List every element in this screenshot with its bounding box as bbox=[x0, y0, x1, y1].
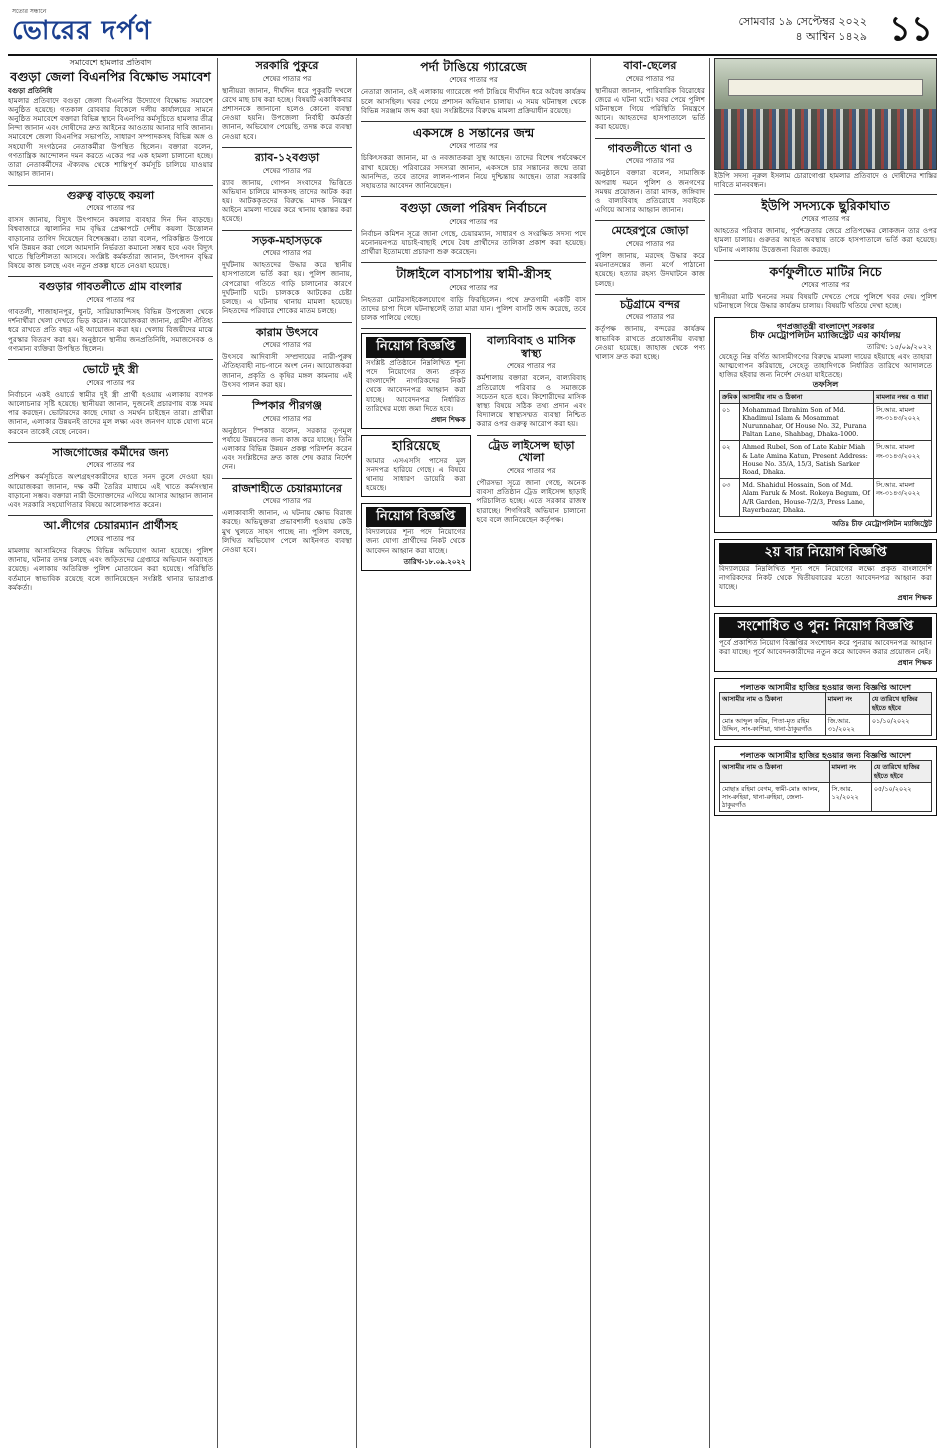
photo-banner bbox=[728, 79, 923, 97]
story-body: অনুষ্ঠানে স্পিকার বলেন, সরকার তৃণমূল পর্যায়ে উন্নয়নের জন্য কাজ করে যাচ্ছে। তিনি এলাকার বিভিন্ন উন্নয়ন প্রকল্প পরিদর্শন করেন এবং সংশ্লিষ্টদের দ্রুত কাজ শেষ করার নির্দেশ দেন। bbox=[222, 425, 352, 472]
job-notice-revised bbox=[714, 613, 937, 672]
page-number: ১১ bbox=[888, 9, 933, 49]
story-sub: শেষের পাতার পর bbox=[262, 341, 312, 350]
story-headline: কারাম উৎসবে bbox=[255, 325, 319, 339]
table-row bbox=[720, 782, 932, 812]
story-sub: শেষের পাতার পর bbox=[625, 157, 675, 166]
story-sub: শেষের পাতার পর bbox=[625, 74, 675, 83]
table-cell: Mohammad Ibrahim Son of Md. Khadimul Islam & Mosammat Nurunnahar, Of House No. 32, Purana Paltan Lane, Shahbag, Dhaka-1000. bbox=[740, 403, 874, 441]
divider bbox=[361, 196, 586, 197]
absconding-notice-1 bbox=[714, 678, 937, 740]
story-sub: শেষের পাতার পর bbox=[86, 378, 135, 387]
story-body: পুলিশ জানায়, মরদেহ উদ্ধার করে ময়নাতদন্তের জন্য মর্গে পাঠানো হয়েছে। হত্যার রহস্য উদঘাটনে কাজ চলছে। bbox=[595, 250, 705, 288]
notice-gov: গণপ্রজাতন্ত্রী বাংলাদেশ সরকার bbox=[776, 320, 875, 331]
table-cell: Md. Shahidul Hossain, Son of Md. Alam Faruk & Most. Rokeya Begum, Of A/R Garden, House-7/2/3, Press Lane, Rayerbazar, Dhaka. bbox=[740, 479, 874, 517]
notice-date: তারিখ: ১৫/০৯/২০২২ bbox=[866, 342, 932, 352]
table-header: যে তারিখে হাজির হইতে হইবে bbox=[871, 761, 931, 782]
column-3 bbox=[361, 58, 586, 1448]
story-sub: শেষের পাতার পর bbox=[507, 362, 556, 371]
ads-left bbox=[361, 333, 471, 577]
story-garage bbox=[361, 60, 586, 115]
story-sub: শেষের পাতার পর bbox=[801, 215, 850, 224]
table-header: ক্রমিক bbox=[720, 390, 740, 403]
table-header: আসামীর নাম ও ঠিকানা bbox=[720, 693, 826, 714]
story-headline: সড়ক-মহাসড়কে bbox=[252, 233, 322, 247]
table-header-row bbox=[720, 761, 932, 782]
story-sub: শেষের পাতার পর bbox=[449, 142, 498, 151]
divider bbox=[361, 262, 586, 263]
story-headline: র‍্যাব-১২বগুড়া bbox=[254, 150, 320, 164]
ad-body: আমার এসএসসি পাসের মূল সনদপত্র হারিয়ে গেছে। এ বিষয়ে থানায় সাধারণ ডায়েরি করা হয়েছে। bbox=[366, 455, 466, 493]
masthead bbox=[8, 6, 937, 56]
table-header: আসামীর নাম ও ঠিকানা bbox=[740, 390, 874, 403]
story-body: পৌরসভা সূত্রে জানা গেছে, অনেক ব্যবসা প্রতিষ্ঠান ট্রেড লাইসেন্স ছাড়াই পরিচালিত হচ্ছে। এতে সরকার রাজস্ব হারাচ্ছে। শিগগিরই অভিযান চালানো হবে বলে জানিয়েছেন কর্তৃপক্ষ। bbox=[476, 477, 586, 524]
date-gregorian: সোমবার ১৯ সেপ্টেম্বর ২০২২ bbox=[738, 15, 867, 28]
story-sub: শেষের পাতার পর bbox=[801, 281, 850, 290]
lost-notice bbox=[361, 435, 471, 497]
story-sub: শেষের পাতার পর bbox=[86, 204, 135, 213]
story-trade-license bbox=[477, 440, 587, 524]
divider bbox=[595, 138, 705, 139]
divider bbox=[714, 194, 937, 195]
table-row bbox=[720, 479, 932, 517]
story-speaker bbox=[222, 400, 352, 472]
table-cell: ০১ bbox=[720, 403, 740, 441]
story-body: কর্মশালায় বক্তারা বলেন, বাল্যবিবাহ প্রতিরোধে পরিবার ও সমাজকে সচেতন হতে হবে। কিশোরীদের মাসিক স্বাস্থ্য বিষয়ে সঠিক তথ্য প্রদান এবং বিদ্যালয়ে স্বাস্থ্যসম্মত ব্যবস্থা নিশ্চিত করার ওপর গুরুত্ব আরোপ করা হয়। bbox=[476, 373, 586, 429]
ad-title: হারিয়েছে bbox=[392, 439, 440, 455]
newspaper-name: ভোরের দর্পণ bbox=[12, 15, 152, 46]
table-cell: Ahmed Rubel, Son of Late Kabir Miah & Late Amina Katun, Present Address: House No. 35/A, 15/3, Satish Sarker Road, Dhaka. bbox=[740, 441, 874, 479]
column-separator bbox=[709, 58, 710, 1448]
story-karam-festival bbox=[222, 327, 352, 389]
column-separator bbox=[356, 58, 357, 1448]
story-body: হামলার প্রতিবাদে বগুড়া জেলা বিএনপির উদ্যোগে বিক্ষোভ সমাবেশ অনুষ্ঠিত হয়েছে। গতকাল রোববার বিকেলে দলীয় কার্যালয়ের সামনে অনুষ্ঠিত সমাবেশে বক্তারা বিভিন্ন স্থানে বিএনপির কর্মসূচিতে হামলার তীব্র নিন্দা জানান এবং দোষীদের দ্রুত আইনের আওতায় আনার দাবি জানান। সমাবেশে জেলা বিএনপির সভাপতি, সাধারণ সম্পাদকসহ বিভিন্ন অঙ্গ ও সহযোগী সংগঠনের নেতাকর্মীরা উপস্থিত ছিলেন। বক্তারা বলেন, গণতান্ত্রিক আন্দোলন দমন করতে একের পর এক হামলা চালানো হচ্ছে। তারা নেতাকর্মীদের ঐক্যবদ্ধ থেকে শান্তিপূর্ণ কর্মসূচি চালিয়ে যাওয়ার আহ্বান জানান। bbox=[8, 95, 213, 179]
divider bbox=[8, 442, 213, 443]
divider bbox=[8, 276, 213, 277]
story-headline: বগুড়ার গাবতলীতে গ্রাম বাংলার bbox=[39, 280, 182, 294]
story-headline: ভোটে দুই স্ত্রী bbox=[82, 363, 139, 377]
divider bbox=[222, 322, 352, 323]
story-headline: মেহেরপুরে জোড়া bbox=[611, 224, 689, 238]
court-notice bbox=[714, 317, 937, 533]
story-body: র‍্যাব জানায়, গোপন সংবাদের ভিত্তিতে অভিযান চালিয়ে মাদকসহ তাদের আটক করা হয়। আটককৃতদের বিরুদ্ধে মাদক নিয়ন্ত্রণ আইনে মামলা দায়ের করে থানায় হস্তান্তর করা হয়েছে। bbox=[222, 177, 352, 224]
divider bbox=[477, 435, 587, 436]
story-coal bbox=[8, 190, 213, 271]
story-body: এলাকাবাসী জানান, এ ঘটনায় ক্ষোভ বিরাজ করছে। অভিযুক্তরা প্রভাবশালী হওয়ায় কেউ মুখ খুলতে সাহস পাচ্ছে না। পুলিশ বলছে, লিখিত অভিযোগ পেলে আইনগত ব্যবস্থা নেওয়া হবে। bbox=[222, 508, 352, 555]
table-header: মামলা নং bbox=[829, 761, 871, 782]
story-headline: সাজগোজের কর্মীদের জন্য bbox=[52, 445, 169, 459]
story-body: অনুষ্ঠানে বক্তারা বলেন, সামাজিক অপরাধ দমনে পুলিশ ও জনগণের সমন্বয় প্রয়োজন। তারা মাদক, জঙ্গিবাদ ও বাল্যবিবাহ প্রতিরোধে সবাইকে এগিয়ে আসার আহ্বান জানান। bbox=[595, 168, 705, 215]
photo-crowd bbox=[715, 109, 936, 170]
divider bbox=[222, 478, 352, 479]
story-body: গাবতলী, শাজাহানপুর, ধুনট, সারিয়াকান্দিসহ বিভিন্ন উপজেলা থেকে দর্শনার্থীরা খেলা দেখতে ভিড় করেন। আয়োজকরা জানান, গ্রামীণ ঐতিহ্য ধরে রাখতে প্রতি বছর এই আয়োজন করা হয়। খেলায় বিজয়ীদের মাঝে পুরস্কার বিতরণ করা হয়। অনুষ্ঠানে স্থানীয় জনপ্রতিনিধি, সমাজসেবক ও গণ্যমান্য ব্যক্তিরা উপস্থিত ছিলেন। bbox=[8, 307, 213, 353]
divider bbox=[714, 260, 937, 261]
story-body: স্থানীয়রা মাটি খননের সময় বিষয়টি দেখতে পেয়ে পুলিশে খবর দেয়। পুলিশ ঘটনাস্থলে গিয়ে উদ্ধার কার্যক্রম চালায়। বিষয়টি খতিয়ে দেখা হচ্ছে। bbox=[714, 292, 937, 311]
story-sub: শেষের পাতার পর bbox=[262, 166, 312, 175]
ad-body: বিদ্যালয়ের নিম্নলিখিত শূন্য পদে নিয়োগের লক্ষ্যে প্রকৃত বাংলাদেশি নাগরিকদের নিকট থেকে দ্বিতীয়বারের মতো আবেদনপত্র আহ্বান করা যাচ্ছে। bbox=[719, 563, 932, 591]
story-road-accident bbox=[222, 235, 352, 316]
story-father-son bbox=[595, 60, 705, 132]
story-body: নিহতরা মোটরসাইকেলযোগে বাড়ি ফিরছিলেন। পথে দ্রুতগামী একটি বাস তাদের চাপা দিলে ঘটনাস্থলেই তারা মারা যান। পুলিশ বাসটি জব্দ করেছে, তবে চালক পালিয়ে গেছে। bbox=[361, 294, 586, 322]
table-header-row bbox=[720, 693, 932, 714]
story-govt-pond bbox=[222, 60, 352, 141]
table-cell: সি.আর. মামলা নং-৩১৪৩/২০২২ bbox=[874, 403, 932, 441]
story-headline: বাবা-ছেলের bbox=[623, 59, 677, 72]
story-body: আহতের পরিবার জানায়, পূর্বশত্রুতার জেরে প্রতিপক্ষের লোকজন তার ওপর হামলা চালায়। গুরুতর আহত অবস্থায় তাকে হাসপাতালে ভর্তি করা হয়েছে। ঘটনায় এলাকায় উত্তেজনা বিরাজ করছে। bbox=[714, 226, 937, 254]
story-headline: আ.লীগের চেয়ারম্যান প্রার্থীসহ bbox=[43, 519, 178, 533]
table-header: মামলার নম্বর ও ধারা bbox=[874, 390, 932, 403]
table-header: যে তারিখে হাজির হইতে হইবে bbox=[869, 693, 931, 714]
story-headline: ইউপি সদস্যকে ছুরিকাঘাত bbox=[761, 197, 890, 213]
divider bbox=[8, 515, 213, 516]
story-sub: শেষের পাতার পর bbox=[262, 249, 312, 258]
story-sub: শেষের পাতার পর bbox=[262, 74, 312, 83]
story-headline: গুরুত্ব বাড়ছে কয়লা bbox=[66, 188, 155, 202]
ad-signature: প্রধান শিক্ষক bbox=[897, 593, 932, 603]
story-body: নির্বাচনে একই ওয়ার্ডে স্বামীর দুই স্ত্রী প্রার্থী হওয়ায় এলাকায় ব্যাপক আলোচনার সৃষ্টি হয়েছে। স্থানীয়রা জানান, দুজনেই প্রচারণায় ব্যস্ত সময় পার করছেন। ভোটারদের কাছে দোয়া ও সমর্থন চাইছেন তারা। প্রার্থীরা জানান, এলাকার উন্নয়নই তাদের মূল লক্ষ্য এবং জনগণ যাকে যোগ্য মনে করবেন তাকেই বেছে নেবেন। bbox=[8, 389, 213, 436]
job-notice-1 bbox=[361, 333, 471, 429]
story-gabtoli bbox=[8, 281, 213, 353]
story-gabtoli-police bbox=[595, 143, 705, 215]
ad-body: সংশ্লিষ্ট প্রতিষ্ঠানে নিম্নলিখিত শূন্য পদে নিয়োগের জন্য প্রকৃত বাংলাদেশি নাগরিকদের নিকট থেকে আবেদনপত্র আহ্বান করা যাচ্ছে। আবেদনপত্র নির্ধারিত তারিখের মধ্যে জমা দিতে হবে। bbox=[366, 357, 466, 413]
story-body: প্রশিক্ষণ কর্মসূচিতে অংশগ্রহণকারীদের হাতে সনদ তুলে দেওয়া হয়। আয়োজকরা জানান, দক্ষ কর্মী তৈরির মাধ্যমে এই খাতে কর্মসংস্থান বাড়ানো সম্ভব। বক্তারা নারী উদ্যোক্তাদের এগিয়ে আসার আহ্বান জানান এবং সরকারি সহযোগিতার বিষয়ে আলোকপাত করেন। bbox=[8, 472, 213, 510]
story-rab bbox=[222, 152, 352, 224]
notice-table bbox=[719, 390, 932, 517]
notice-intro: যেহেতু নিম্ন বর্ণিত আসামীগণের বিরুদ্ধে মামলা দায়ের হইয়াছে এবং তাহারা আত্মগোপন করিয়াছে, সেহেতু তাহাদিগকে নির্ধারিত তারিখে আদালতে হাজির হইবার জন্য নির্দেশ দেওয়া যাইতেছে। bbox=[719, 351, 932, 380]
table-cell: ০২ bbox=[720, 441, 740, 479]
story-zila-parishad bbox=[361, 201, 586, 256]
ad-title: সংশোধিত ও পুন: নিয়োগ বিজ্ঞপ্তি bbox=[719, 617, 932, 638]
ad-signature: প্রধান শিক্ষক bbox=[897, 658, 932, 668]
story-body: বাসস জানায়, বিদ্যুৎ উৎপাদনে কয়লার ব্যবহার দিন দিন বাড়ছে। বিশ্ববাজারে জ্বালানির দাম বৃদ্ধির প্রেক্ষাপটে দেশীয় কয়লা উত্তোলন বাড়ানোর তাগিদ দিয়েছেন বিশেষজ্ঞরা। তারা বলেন, পরিকল্পিত উপায়ে খনি উন্নয়ন করা গেলে আমদানি নির্ভরতা কমানো সম্ভব হবে এবং বিদ্যুৎ খাতে স্থিতিশীলতা আসবে। সংশ্লিষ্ট কর্মকর্তারা জানান, উৎপাদন বৃদ্ধির বিষয়ে কাজ চলছে এবং নতুন প্রকল্প হাতে নেওয়া হয়েছে। bbox=[8, 215, 213, 271]
story-headline: সরকারি পুকুরে bbox=[255, 59, 319, 72]
divider bbox=[361, 328, 586, 329]
column-separator bbox=[590, 58, 591, 1448]
ad-date: তারিখ-১৮.০৯.২০২২ bbox=[403, 556, 466, 566]
story-karnaphuli bbox=[714, 265, 937, 311]
story-chattogram-port bbox=[595, 299, 705, 361]
story-headline: একসঙ্গে ৪ সন্তানের জন্ম bbox=[412, 124, 535, 140]
table-row bbox=[720, 714, 932, 735]
ads-row bbox=[361, 333, 586, 577]
table-header: আসামীর নাম ও ঠিকানা bbox=[720, 761, 830, 782]
ad-title: ২য় বার নিয়োগ বিজ্ঞপ্তি bbox=[719, 543, 932, 564]
ad-title: নিয়োগ বিজ্ঞপ্তি bbox=[366, 337, 466, 358]
story-body: নির্বাচন কমিশন সূত্রে জানা গেছে, চেয়ারম্যান, সাধারণ ও সংরক্ষিত সদস্য পদে মনোনয়নপত্র যাচাই-বাছাই শেষে বৈধ প্রার্থীদের তালিকা প্রকাশ করা হয়েছে। প্রার্থীরা ইতোমধ্যে প্রচারণা শুরু করেছেন। bbox=[361, 228, 586, 256]
table-cell: ০৩ bbox=[720, 479, 740, 517]
date-box bbox=[739, 14, 867, 44]
story-headline: টাঙ্গাইলে বাসচাপায় স্বামী-স্ত্রীসহ bbox=[396, 266, 551, 282]
table-header: মামলা নং bbox=[825, 693, 869, 714]
date-bangla: ৪ আশ্বিন ১৪২৯ bbox=[795, 30, 867, 43]
divider bbox=[222, 147, 352, 148]
table-row bbox=[720, 441, 932, 479]
story-headline: কর্ণফুলীতে মাটির নিচে bbox=[769, 263, 882, 279]
story-sub: শেষের পাতার পর bbox=[262, 497, 312, 506]
story-headline: ট্রেড লাইসেন্স ছাড়া খোলা bbox=[488, 438, 575, 465]
story-byline: বগুড়া প্রতিনিধি bbox=[8, 85, 53, 95]
story-quadruplets bbox=[361, 126, 586, 190]
story-up-member bbox=[714, 199, 937, 254]
story-beauty-workers bbox=[8, 447, 213, 509]
story-child-marriage bbox=[477, 335, 587, 429]
story-al-candidate bbox=[8, 520, 213, 592]
divider bbox=[8, 185, 213, 186]
story-headline: চট্টগ্রামে বন্দর bbox=[620, 297, 680, 311]
ad-body: বিদ্যালয়ের শূন্য পদে নিয়োগের জন্য যোগ্য প্রার্থীদের নিকট থেকে আবেদন আহ্বান করা যাচ্ছে। bbox=[366, 527, 466, 555]
table-cell: সি.আর. ১২/২০২২ bbox=[829, 782, 871, 812]
notice-signature: অতিঃ চীফ মেট্রোপলিটন ম্যাজিস্ট্রেট bbox=[832, 518, 932, 528]
story-sub: শেষের পাতার পর bbox=[507, 466, 556, 475]
story-body: নেতারা জানান, ওই এলাকায় গ্যারেজে পর্দা টাঙিয়ে দীর্ঘদিন ধরে অবৈধ কার্যক্রম চলে আসছিল। খবর পেয়ে প্রশাসন অভিযান চালায়। এ সময় ঘটনাস্থল থেকে বিভিন্ন সরঞ্জাম জব্দ করা হয়। সংশ্লিষ্টদের বিরুদ্ধে মামলা প্রক্রিয়াধীন রয়েছে। bbox=[361, 87, 586, 115]
divider bbox=[222, 230, 352, 231]
ads-right bbox=[477, 333, 587, 577]
divider bbox=[222, 395, 352, 396]
logo-tagline: সত্যের সন্ধানে bbox=[12, 8, 47, 15]
notice-title: পলাতক আসামীর হাজির হওয়ার জন্য বিজ্ঞপ্তি আদেশ bbox=[740, 682, 911, 693]
story-body: উৎসবে আদিবাসী সম্প্রদায়ের নারী-পুরুষ ঐতিহ্যবাহী নাচ-গানে অংশ নেন। আয়োজকরা জানান, প্রকৃতি ও কৃষির মঙ্গল কামনায় এই উৎসব পালন করা হয়। bbox=[222, 352, 352, 389]
story-rajshahi bbox=[222, 483, 352, 555]
absconding-notice-2 bbox=[714, 746, 937, 816]
notice-office: চীফ মেট্রোপলিটন ম্যাজিস্ট্রেট এর কার্যালয় bbox=[750, 330, 901, 341]
ad-title: নিয়োগ বিজ্ঞপ্তি bbox=[366, 507, 466, 528]
logo bbox=[12, 8, 152, 46]
story-sub: শেষের পাতার পর bbox=[449, 217, 498, 226]
story-body: স্থানীয়রা জানান, দীর্ঘদিন ধরে পুকুরটি দখলে রেখে মাছ চাষ করা হচ্ছে। বিষয়টি একাধিকবার প্রশাসনকে জানানো হলেও কোনো ব্যবস্থা নেওয়া হয়নি। উপজেলা নির্বাহী কর্মকর্তা জানান, অভিযোগ পেয়েছি, তদন্ত করে ব্যবস্থা নেওয়া হবে। bbox=[222, 85, 352, 141]
content-grid bbox=[8, 58, 937, 1448]
divider bbox=[595, 294, 705, 295]
story-two-wives bbox=[8, 364, 213, 436]
story-tangail-bus bbox=[361, 267, 586, 322]
story-headline: স্পিকার পীরগঞ্জ bbox=[252, 398, 322, 412]
story-headline: রাজশাহীতে চেয়ারম্যানের bbox=[232, 481, 342, 495]
story-meherpur bbox=[595, 225, 705, 287]
column-2 bbox=[222, 58, 352, 1448]
story-sub: শেষের পাতার পর bbox=[262, 414, 312, 423]
table-cell: ০১/১০/২০২২ bbox=[869, 714, 931, 735]
ad-body: পূর্বে প্রকাশিত নিয়োগ বিজ্ঞপ্তির সংশোধন করে পুনরায় আবেদনপত্র আহ্বান করা যাচ্ছে। পূর্বে আবেদনকারীদের নতুন করে আবেদন করার প্রয়োজন নেই। bbox=[719, 637, 932, 656]
job-notice-2 bbox=[361, 503, 471, 571]
table-cell: সি.আর. মামলা নং-৩১৪৩/২০২২ bbox=[874, 479, 932, 517]
story-sub: শেষের পাতার পর bbox=[86, 534, 135, 543]
column-5 bbox=[714, 58, 937, 1448]
story-bnp-rally bbox=[8, 58, 213, 179]
story-sub: শেষের পাতার পর bbox=[449, 283, 498, 292]
story-body: মামলায় আসামিদের বিরুদ্ধে বিভিন্ন অভিযোগ আনা হয়েছে। পুলিশ জানায়, ঘটনার তদন্ত চলছে এবং জড়িতদের গ্রেপ্তারে অভিযান অব্যাহত রয়েছে। এলাকায় অতিরিক্ত পুলিশ মোতায়েন করা হয়েছে। পরিস্থিতি বর্তমানে স্বাভাবিক রয়েছে বলে জানিয়েছেন সংশ্লিষ্ট থানার ভারপ্রাপ্ত কর্মকর্তা। bbox=[8, 545, 213, 592]
story-body: চিকিৎসকরা জানান, মা ও নবজাতকরা সুস্থ আছেন। তাদের বিশেষ পর্যবেক্ষণে রাখা হয়েছে। পরিবারের সদস্যরা জানান, একসঙ্গে চার সন্তানের জন্মে তারা আনন্দিত, তবে তাদের লালন-পালন নিয়ে দুশ্চিন্তায় আছেন। তারা সরকারি সহায়তার আবেদন জানিয়েছেন। bbox=[361, 153, 586, 190]
story-kicker: সমাবেশে হামলার প্রতিবাদ bbox=[69, 58, 152, 67]
notice-table-title: তফসিল bbox=[812, 379, 839, 390]
column-1 bbox=[8, 58, 213, 1448]
table-row bbox=[720, 403, 932, 441]
news-photo bbox=[714, 58, 937, 170]
story-sub: শেষের পাতার পর bbox=[625, 313, 675, 322]
table-cell: জি.আর. ৩১/২০২২ bbox=[825, 714, 869, 735]
divider bbox=[8, 359, 213, 360]
divider bbox=[595, 220, 705, 221]
table-cell: সি.আর. মামলা নং-৩১৪৩/২০২২ bbox=[874, 441, 932, 479]
story-headline: বগুড়া জেলা বিএনপির বিক্ষোভ সমাবেশ bbox=[10, 69, 211, 85]
table-header-row bbox=[720, 390, 932, 403]
story-headline: পর্দা টাঙিয়ে গ্যারেজে bbox=[420, 59, 527, 74]
story-sub: শেষের পাতার পর bbox=[625, 240, 675, 249]
story-headline: গাবতলীতে থানা ও bbox=[607, 141, 693, 155]
story-headline: বগুড়া জেলা পরিষদ নির্বাচনে bbox=[400, 200, 547, 216]
absconding-table bbox=[719, 760, 932, 812]
table-cell: ০৫/১০/২০২২ bbox=[871, 782, 931, 812]
story-body: কর্তৃপক্ষ জানায়, বন্দরের কার্যক্রম স্বাভাবিক রাখতে প্রয়োজনীয় ব্যবস্থা নেওয়া হয়েছে। জাহাজ থেকে পণ্য খালাস দ্রুত করা হচ্ছে। bbox=[595, 324, 705, 362]
table-cell: মোছাঃ রহিমা বেগম, স্বামী-মোঃ আলম, সাং-রুহিয়া, থানা-রুহিয়া, জেলা-ঠাকুরগাঁও bbox=[720, 782, 830, 812]
ad-signature: প্রধান শিক্ষক bbox=[430, 415, 466, 425]
table-cell: মোঃ আব্দুল করিম, পিতা-মৃত রহিম উদ্দিন, সাং-কাশিয়া, থানা-ঠাকুরগাঁও bbox=[720, 714, 826, 735]
notice-title: পলাতক আসামীর হাজির হওয়ার জন্য বিজ্ঞপ্তি আদেশ bbox=[740, 750, 911, 761]
story-sub: শেষের পাতার পর bbox=[86, 461, 135, 470]
absconding-table bbox=[719, 692, 932, 736]
story-sub: শেষের পাতার পর bbox=[86, 296, 135, 305]
divider bbox=[361, 121, 586, 122]
story-body: স্থানীয়রা জানান, পারিবারিক বিরোধের জেরে এ ঘটনা ঘটে। খবর পেয়ে পুলিশ ঘটনাস্থলে গিয়ে পরিস্থিতি নিয়ন্ত্রণে আনে। আহতদের হাসপাতালে ভর্তি করা হয়েছে। bbox=[595, 85, 705, 132]
story-body: দুর্ঘটনায় আহতদের উদ্ধার করে স্থানীয় হাসপাতালে ভর্তি করা হয়। পুলিশ জানায়, বেপরোয়া গতিতে গাড়ি চালানোর কারণে দুর্ঘটনাটি ঘটে। চালককে আটকের চেষ্টা চলছে। এ ঘটনায় থানায় মামলা হয়েছে। নিহতদের পরিবারে শোকের মাতম চলছে। bbox=[222, 260, 352, 316]
story-sub: শেষের পাতার পর bbox=[449, 76, 498, 85]
story-headline: বাল্যবিবাহ ও মাসিক স্বাস্থ্য bbox=[487, 334, 576, 360]
column-separator bbox=[217, 58, 218, 1448]
photo-caption: ইউপি সদস্য নূরুল ইসলাম চোরাগোপ্তা হামলার প্রতিবাদে ও দোষীদের শাস্তির দাবিতে মানববন্ধন। bbox=[714, 172, 937, 189]
job-notice-second bbox=[714, 539, 937, 607]
column-4 bbox=[595, 58, 705, 1448]
